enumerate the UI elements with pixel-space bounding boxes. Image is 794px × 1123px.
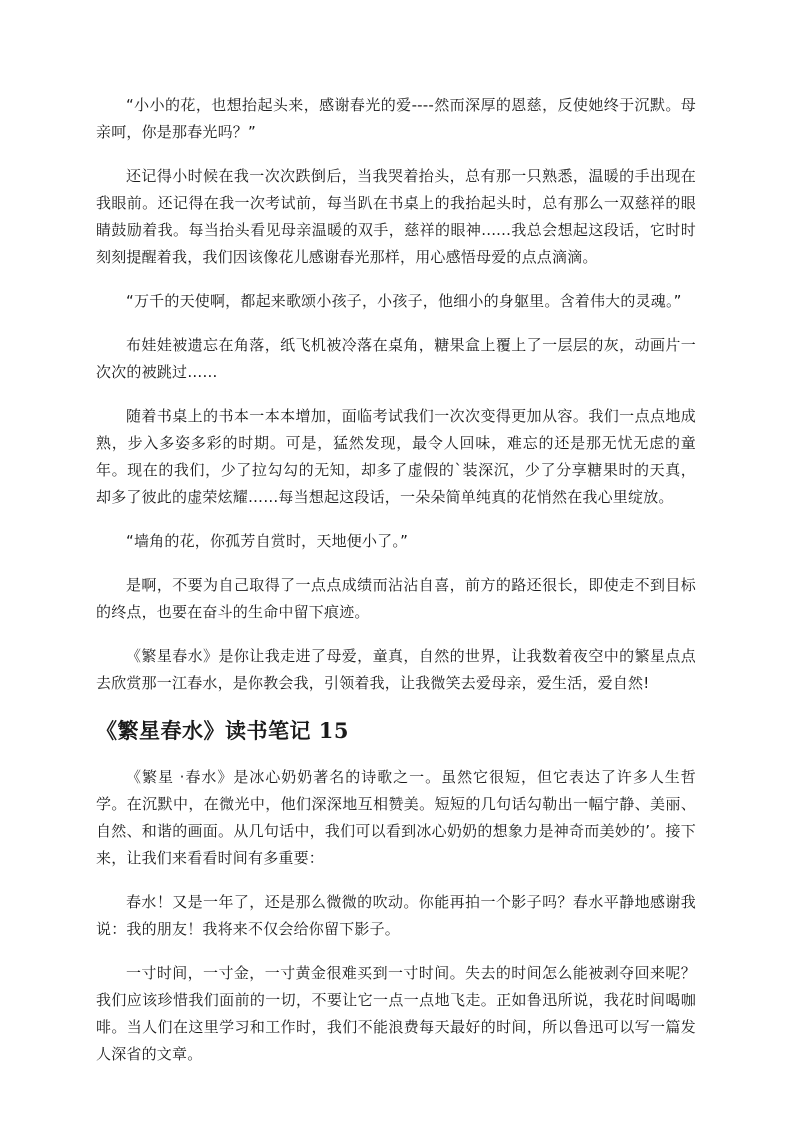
quote-paragraph: “小小的花，也想抬起头来，感谢春光的爱----然而深厚的恩慈，反使她终于沉默。母亲呵，你是那春光吗？” <box>96 96 696 141</box>
document-page <box>96 92 696 1085</box>
body-paragraph: 《繁星春水》是你让我走进了母爱，童真，自然的世界，让我数着夜空中的繁星点点去欣赏那一江春水，是你教会我，引领着我，让我微笑去爱母亲，爱生活，爱自然! <box>96 647 696 692</box>
body-paragraph: 春水！又是一年了，还是那么微微的吹动。你能再拍一个影子吗？春水平静地感谢我说：我的朋友！我将来不仅会给你留下影子。 <box>96 893 696 938</box>
quote-paragraph: “墙角的花，你孤芳自赏时，天地便小了。” <box>126 532 409 550</box>
body-paragraph: 随着书桌上的书本一本本增加，面临考试我们一次次变得更加从容。我们一点点地成熟，步入多姿多彩的时期。可是，猛然发现，最令人回味，难忘的还是那无忧无虑的童年。现在的我们，少了拉勾勾的无知，却多了虚假的`装深沉，少了分享糖果时的天真，却多了彼此的虚荣炫耀……每当想起这段话，一朵朵简单纯真的花悄然在我心里绽放。 <box>96 407 696 506</box>
body-paragraph: 布娃娃被遗忘在角落，纸飞机被冷落在桌角，糖果盒上覆上了一层层的灰，动画片一次次的被跳过…… <box>96 336 696 381</box>
body-paragraph: 一寸时间，一寸金，一寸黄金很难买到一寸时间。失去的时间怎么能被剥夺回来呢？我们应该珍惜我们面前的一切，不要让它一点一点地飞走。正如鲁迅所说，我花时间喝咖啡。当人们在这里学习和工作时，我们不能浪费每天最好的时间，所以鲁迅可以写一篇发人深省的文章。 <box>96 964 696 1063</box>
body-paragraph: 《繁星 ·春水》是冰心奶奶著名的诗歌之一。虽然它很短，但它表达了许多人生哲学。在沉默中，在微光中，他们深深地互相赞美。短短的几句话勾勒出一幅宁静、美丽、自然、和谐的画面。从几句话中，我们可以看到冰心奶奶的想象力是神奇而美妙的’。接下来，让我们来看看时间有多重要： <box>96 768 696 867</box>
body-paragraph: 还记得小时候在我一次次跌倒后，当我哭着抬头，总有那一只熟悉，温暖的手出现在我眼前。还记得在我一次考试前，每当趴在书桌上的我抬起头时，总有那么一双慈祥的眼睛鼓励着我。每当抬头看见母亲温暖的双手，慈祥的眼神......我总会想起这段话，它时时刻刻提醒着我，我们因该像花儿感谢春光那样，用心感悟母爱的点点滴滴。 <box>96 167 696 266</box>
section-heading: 《繁星春水》读书笔记 15 <box>96 718 350 743</box>
quote-paragraph: “万千的天使啊，都起来歌颂小孩子，小孩子，他细小的身躯里。含着伟大的灵魂。” <box>126 292 682 310</box>
body-paragraph: 是啊，不要为自己取得了一点点成绩而沾沾自喜，前方的路还很长，即使走不到目标的终点，也要在奋斗的生命中留下痕迹。 <box>96 576 696 621</box>
